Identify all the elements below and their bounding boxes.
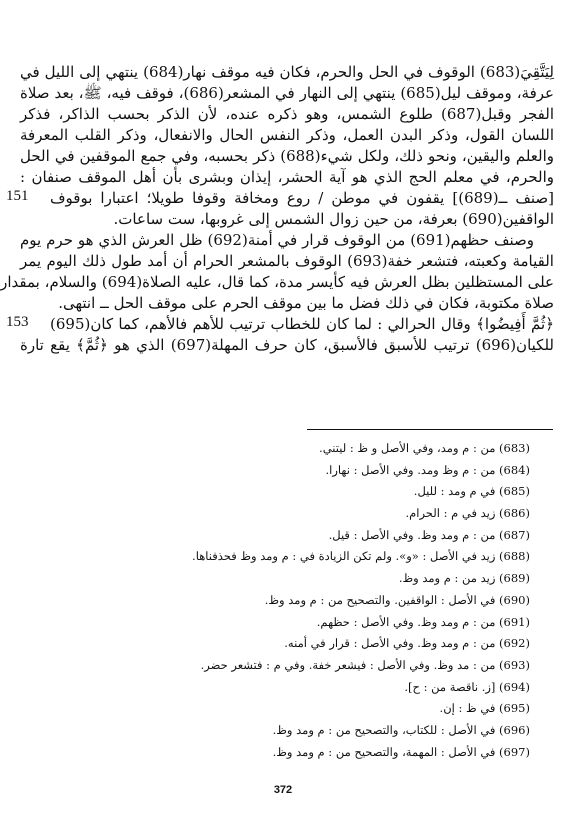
text-line: والعلم واليقين، ونحو ذلك، ولكل شيء(688) ذكر بحسبه، وفي جمع الموقفين في الحل — [20, 147, 555, 165]
footnote: (686) زيد في م : الحرام. — [405, 506, 530, 521]
main-text — [0, 62, 555, 356]
footnote: (694) [ز. ناقصة من : ح]. — [404, 679, 530, 694]
footnote: (685) في م ومد : لليل. — [413, 484, 530, 499]
footnote: (688) زيد في الأصل : «و». ولم تكن الزيادة في : م ومد وظ فحذفناها. — [192, 549, 530, 564]
text-line: [صنف ــ(689)] يقفون في موطن / روع ومخافة وقوفا طويلا؛ اعتبارا بوقوف — [50, 189, 555, 207]
text-line: اللسان القول، وذكر البدن العمل، وذكر النفس الحال والانفعال، وذكر القلب المعرفة — [20, 126, 554, 144]
line-with-margin — [6, 188, 555, 209]
text-line: الفجر وقبل(687) طلوع الشمس، وهو ذكره عنده، لأن الذكر بحسب الذاكر، فذكر — [20, 105, 554, 123]
text-line: ﴿ثُمَّ أَفِيضُوا﴾ وقال الحرالي : لما كان للخطاب ترتيب للأهم فالأهم، كما كان(695) — [50, 315, 554, 333]
footnote: (684) من : م وظ ومد. وفي الأصل : نهارا. — [325, 462, 530, 477]
margin-number: 151 — [6, 188, 29, 204]
text-line: على المستظلين بظل العرش فيه كأيسر مدة، كما قال، عليه الصلاة(694) والسلام، بمقدار — [0, 273, 554, 291]
footnote: (691) من : م ومد وظ. وفي الأصل : حظهم. — [316, 614, 530, 629]
text-line: عرفة، وموقف ليل(685) ينتهي إلى النهار في المشعر(686)، فوقف فيه، ﷺ، بعد صلاة — [20, 84, 554, 102]
line-with-margin — [6, 314, 554, 335]
footnote: (697) في الأصل : المهمة، والتصحيح من : م ومد وظ. — [272, 744, 530, 759]
text-line: الواقفين(690) بعرفة، من حين زوال الشمس إلى غروبها، ست ساعات. — [113, 210, 554, 228]
text-line: والحرم، في معلم الحج الذي هو آية الحشر، إيذان وبشرى بأن أهل الموقف صنفان : — [20, 168, 554, 186]
page-number: 372 — [273, 784, 293, 796]
footnote: (693) من : مد وظ. وفي الأصل : فيشعر خفة. وفي م : فتشعر حضر. — [200, 657, 530, 672]
footnote: (687) من : م ومد وظ. وفي الأصل : قيل. — [328, 527, 530, 542]
text-line: صلاة مكتوبة، فكان في ذلك فضل ما بين موقف الحرم على موقف الحل ــ انتهى. — [58, 294, 554, 312]
margin-number: 153 — [6, 314, 29, 330]
text-line: لِيَتَّقِيَ(683) الوقوف في الحل والحرم، فكان فيه موقف نهار(684) ينتهي إلى الليل في — [20, 63, 554, 81]
text-line: وصنف حظهم(691) من الوقوف قرار في أمنة(692) ظل العرش الذي هو حرم يوم — [20, 231, 534, 249]
footnote: (690) في الأصل : الواقفين. والتصحيح من : م ومد وظ. — [264, 592, 530, 607]
footnotes — [20, 438, 530, 763]
footnote: (689) زيد من : م ومد وظ. — [398, 571, 530, 586]
footnote: (695) في ظ : إن. — [439, 701, 530, 716]
footnote: (696) في الأصل : للكتاب، والتصحيح من : م ومد وظ. — [272, 722, 530, 737]
text-line: للكيان(696) ترتيب للأسبق فالأسبق، كان حرف المهلة(697) الذي هو ﴿ثُمَّ﴾ يقع تارة — [20, 336, 554, 354]
footnote-separator — [307, 429, 553, 430]
footnote: (692) من : م ومد وظ. وفي الأصل : قرار في أمنه. — [284, 636, 530, 651]
footnote: (683) من : م ومد، وفي الأصل و ظ : ليتني. — [319, 441, 530, 455]
text-line: القيامة وكعبته، فتشعر خفة(693) الوقوف بالمشعر الحرام أن أمد طول ذلك اليوم يمر — [20, 252, 554, 270]
